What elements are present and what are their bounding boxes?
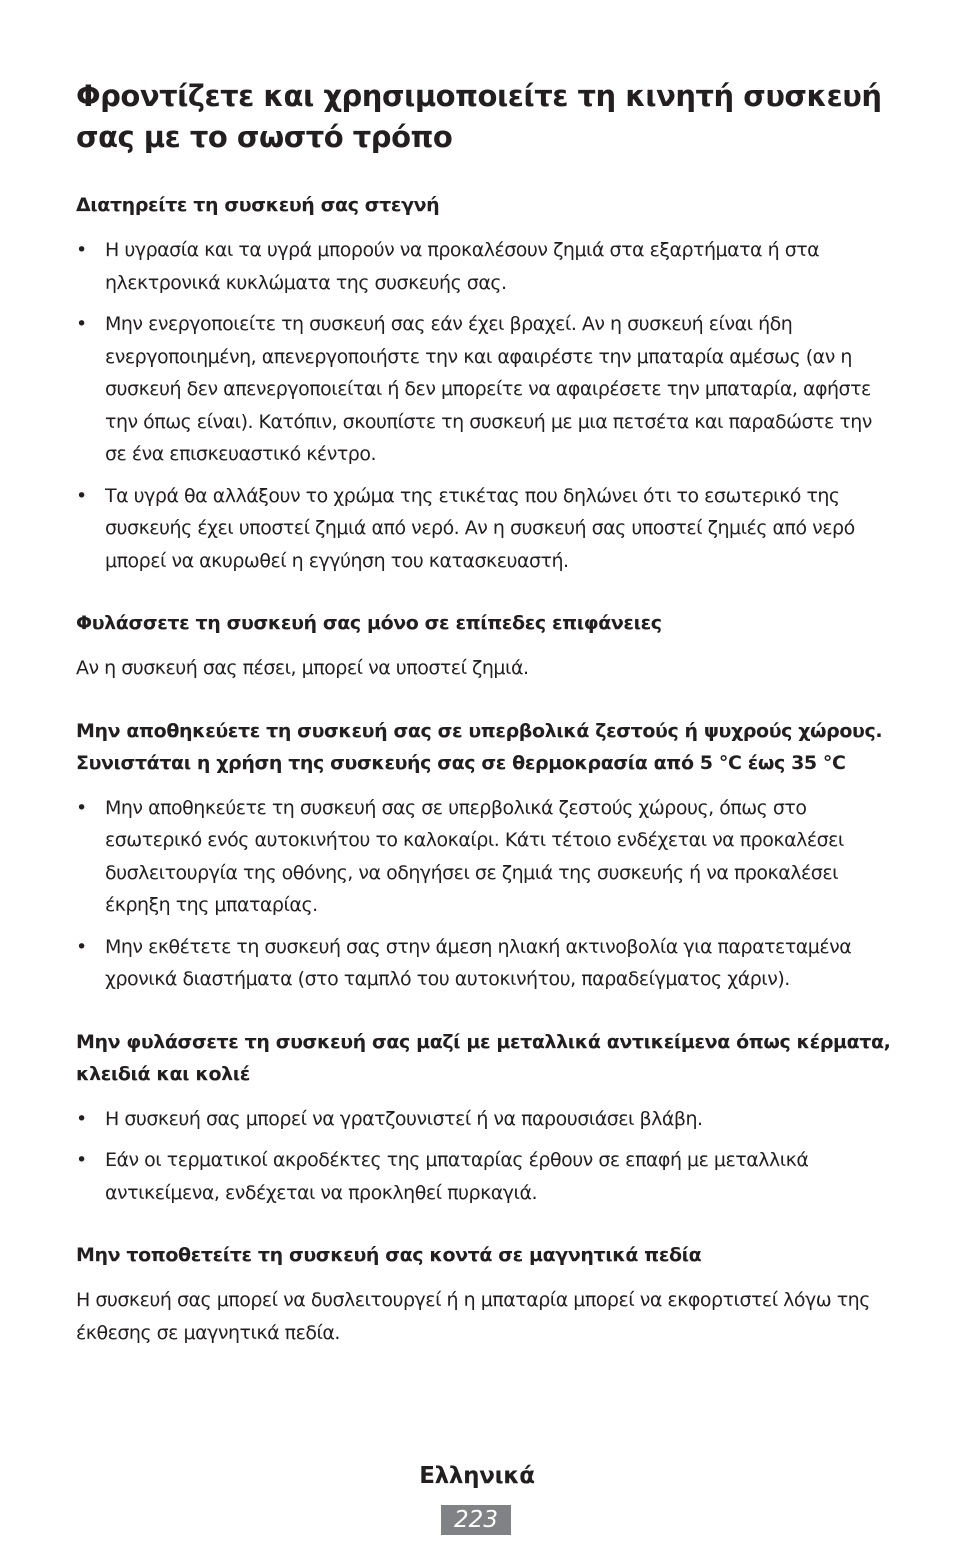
- section-text: Αν η συσκευή σας πέσει, μπορεί να υποστεί ζημιά.: [76, 657, 529, 679]
- list-item-text: Μην ενεργοποιείτε τη συσκευή σας εάν έχει βραχεί. Αν η συσκευή είναι ήδη ενεργοποιημένη, απενεργοποιήστε την και αφαιρέστε την μπαταρία αμέσως (αν η συσκευή δεν απενεργοποιείται ή δεν μπορείτε να αφαιρέσετε την μπαταρία, αφήστε την όπως είναι). Κατόπιν, σκουπίστε τη συσκευή με μια πετσέτα και παραδώστε την σε ένα επισκευαστικό κέντρο.: [105, 313, 872, 465]
- section-temperature: [76, 715, 891, 996]
- section-flat-surfaces: [76, 607, 891, 685]
- bullet-list: [76, 792, 891, 996]
- list-item: [76, 308, 891, 471]
- section-heading: Μην φυλάσσετε τη συσκευή σας μαζί με μεταλλικά αντικείμενα όπως κέρματα, κλειδιά και κολιέ: [76, 1030, 891, 1085]
- page-title: Φροντίζετε και χρησιμοποιείτε τη κινητή συσκευή σας με το σωστό τρόπο: [76, 79, 882, 154]
- bullet-icon: •: [76, 935, 87, 958]
- section-heading: Μην αποθηκεύετε τη συσκευή σας σε υπερβολικά ζεστούς ή ψυχρούς χώρους. Συνιστάται η χρήση της συσκευής σας σε θερμοκρασία από 5 °C έως 35 °C: [76, 719, 883, 774]
- list-item: [76, 931, 891, 996]
- list-item: [76, 480, 891, 578]
- list-item-text: Μην αποθηκεύετε τη συσκευή σας σε υπερβολικά ζεστούς χώρους, όπως στο εσωτερικό ενός αυτοκινήτου το καλοκαίρι. Κάτι τέτοιο ενδέχεται να προκαλέσει δυσλειτουργία της οθόνης, να οδηγήσει σε ζημιά της συσκευής ή να προκαλέσει έκρηξη της μπαταρίας.: [105, 796, 844, 916]
- list-item-text: Εάν οι τερματικοί ακροδέκτες της μπαταρίας έρθουν σε επαφή με μεταλλικά αντικείμενα, ενδέχεται να προκληθεί πυρκαγιά.: [105, 1149, 809, 1204]
- section-heading: Φυλάσσετε τη συσκευή σας μόνο σε επίπεδες επιφάνειες: [76, 612, 662, 634]
- bullet-icon: •: [76, 239, 87, 261]
- section-heading: Μην τοποθετείτε τη συσκευή σας κοντά σε μαγνητικά πεδία: [76, 1244, 702, 1266]
- section-text: Η συσκευή σας μπορεί να δυσλειτουργεί ή η μπαταρία μπορεί να εκφορτιστεί λόγω της έκθεσης σε μαγνητικά πεδία.: [76, 1289, 870, 1344]
- bullet-icon: •: [76, 313, 87, 335]
- bullet-icon: •: [76, 1149, 87, 1171]
- section-magnetic-fields: [76, 1239, 891, 1349]
- list-item: [76, 792, 891, 922]
- bullet-icon: •: [76, 1107, 87, 1130]
- document-page: [76, 76, 891, 1379]
- list-item-text: Τα υγρά θα αλλάξουν το χρώμα της ετικέτας που δηλώνει ότι το εσωτερικό της συσκευής έχει υποστεί ζημιά από νερό. Αν η συσκευή σας υποστεί ζημιές από νερό μπορεί να ακυρωθεί η εγγύηση του κατασκευαστή.: [105, 484, 855, 572]
- bullet-list: [76, 234, 891, 577]
- footer-language: Ελληνικά: [419, 1463, 535, 1489]
- section-keep-dry: [76, 189, 891, 577]
- bullet-icon: •: [76, 796, 87, 819]
- list-item: [76, 1103, 891, 1136]
- list-item-text: Η συσκευή σας μπορεί να γρατζουνιστεί ή να παρουσιάσει βλάβη.: [105, 1107, 703, 1130]
- section-metal-objects: [76, 1026, 891, 1210]
- section-heading: Διατηρείτε τη συσκευή σας στεγνή: [76, 194, 440, 216]
- page-number-badge: 223: [441, 1505, 511, 1535]
- list-item: [76, 234, 891, 299]
- list-item-text: Μην εκθέτετε τη συσκευή σας στην άμεση ηλιακή ακτινοβολία για παρατεταμένα χρονικά διαστήματα (στο ταμπλό του αυτοκινήτου, παραδείγματος χάριν).: [105, 935, 852, 990]
- bullet-icon: •: [76, 484, 87, 507]
- bullet-list: [76, 1103, 891, 1210]
- list-item-text: Η υγρασία και τα υγρά μπορούν να προκαλέσουν ζημιά στα εξαρτήματα ή στα ηλεκτρονικά κυκλώματα της συσκευής σας.: [105, 239, 820, 294]
- list-item: [76, 1144, 891, 1209]
